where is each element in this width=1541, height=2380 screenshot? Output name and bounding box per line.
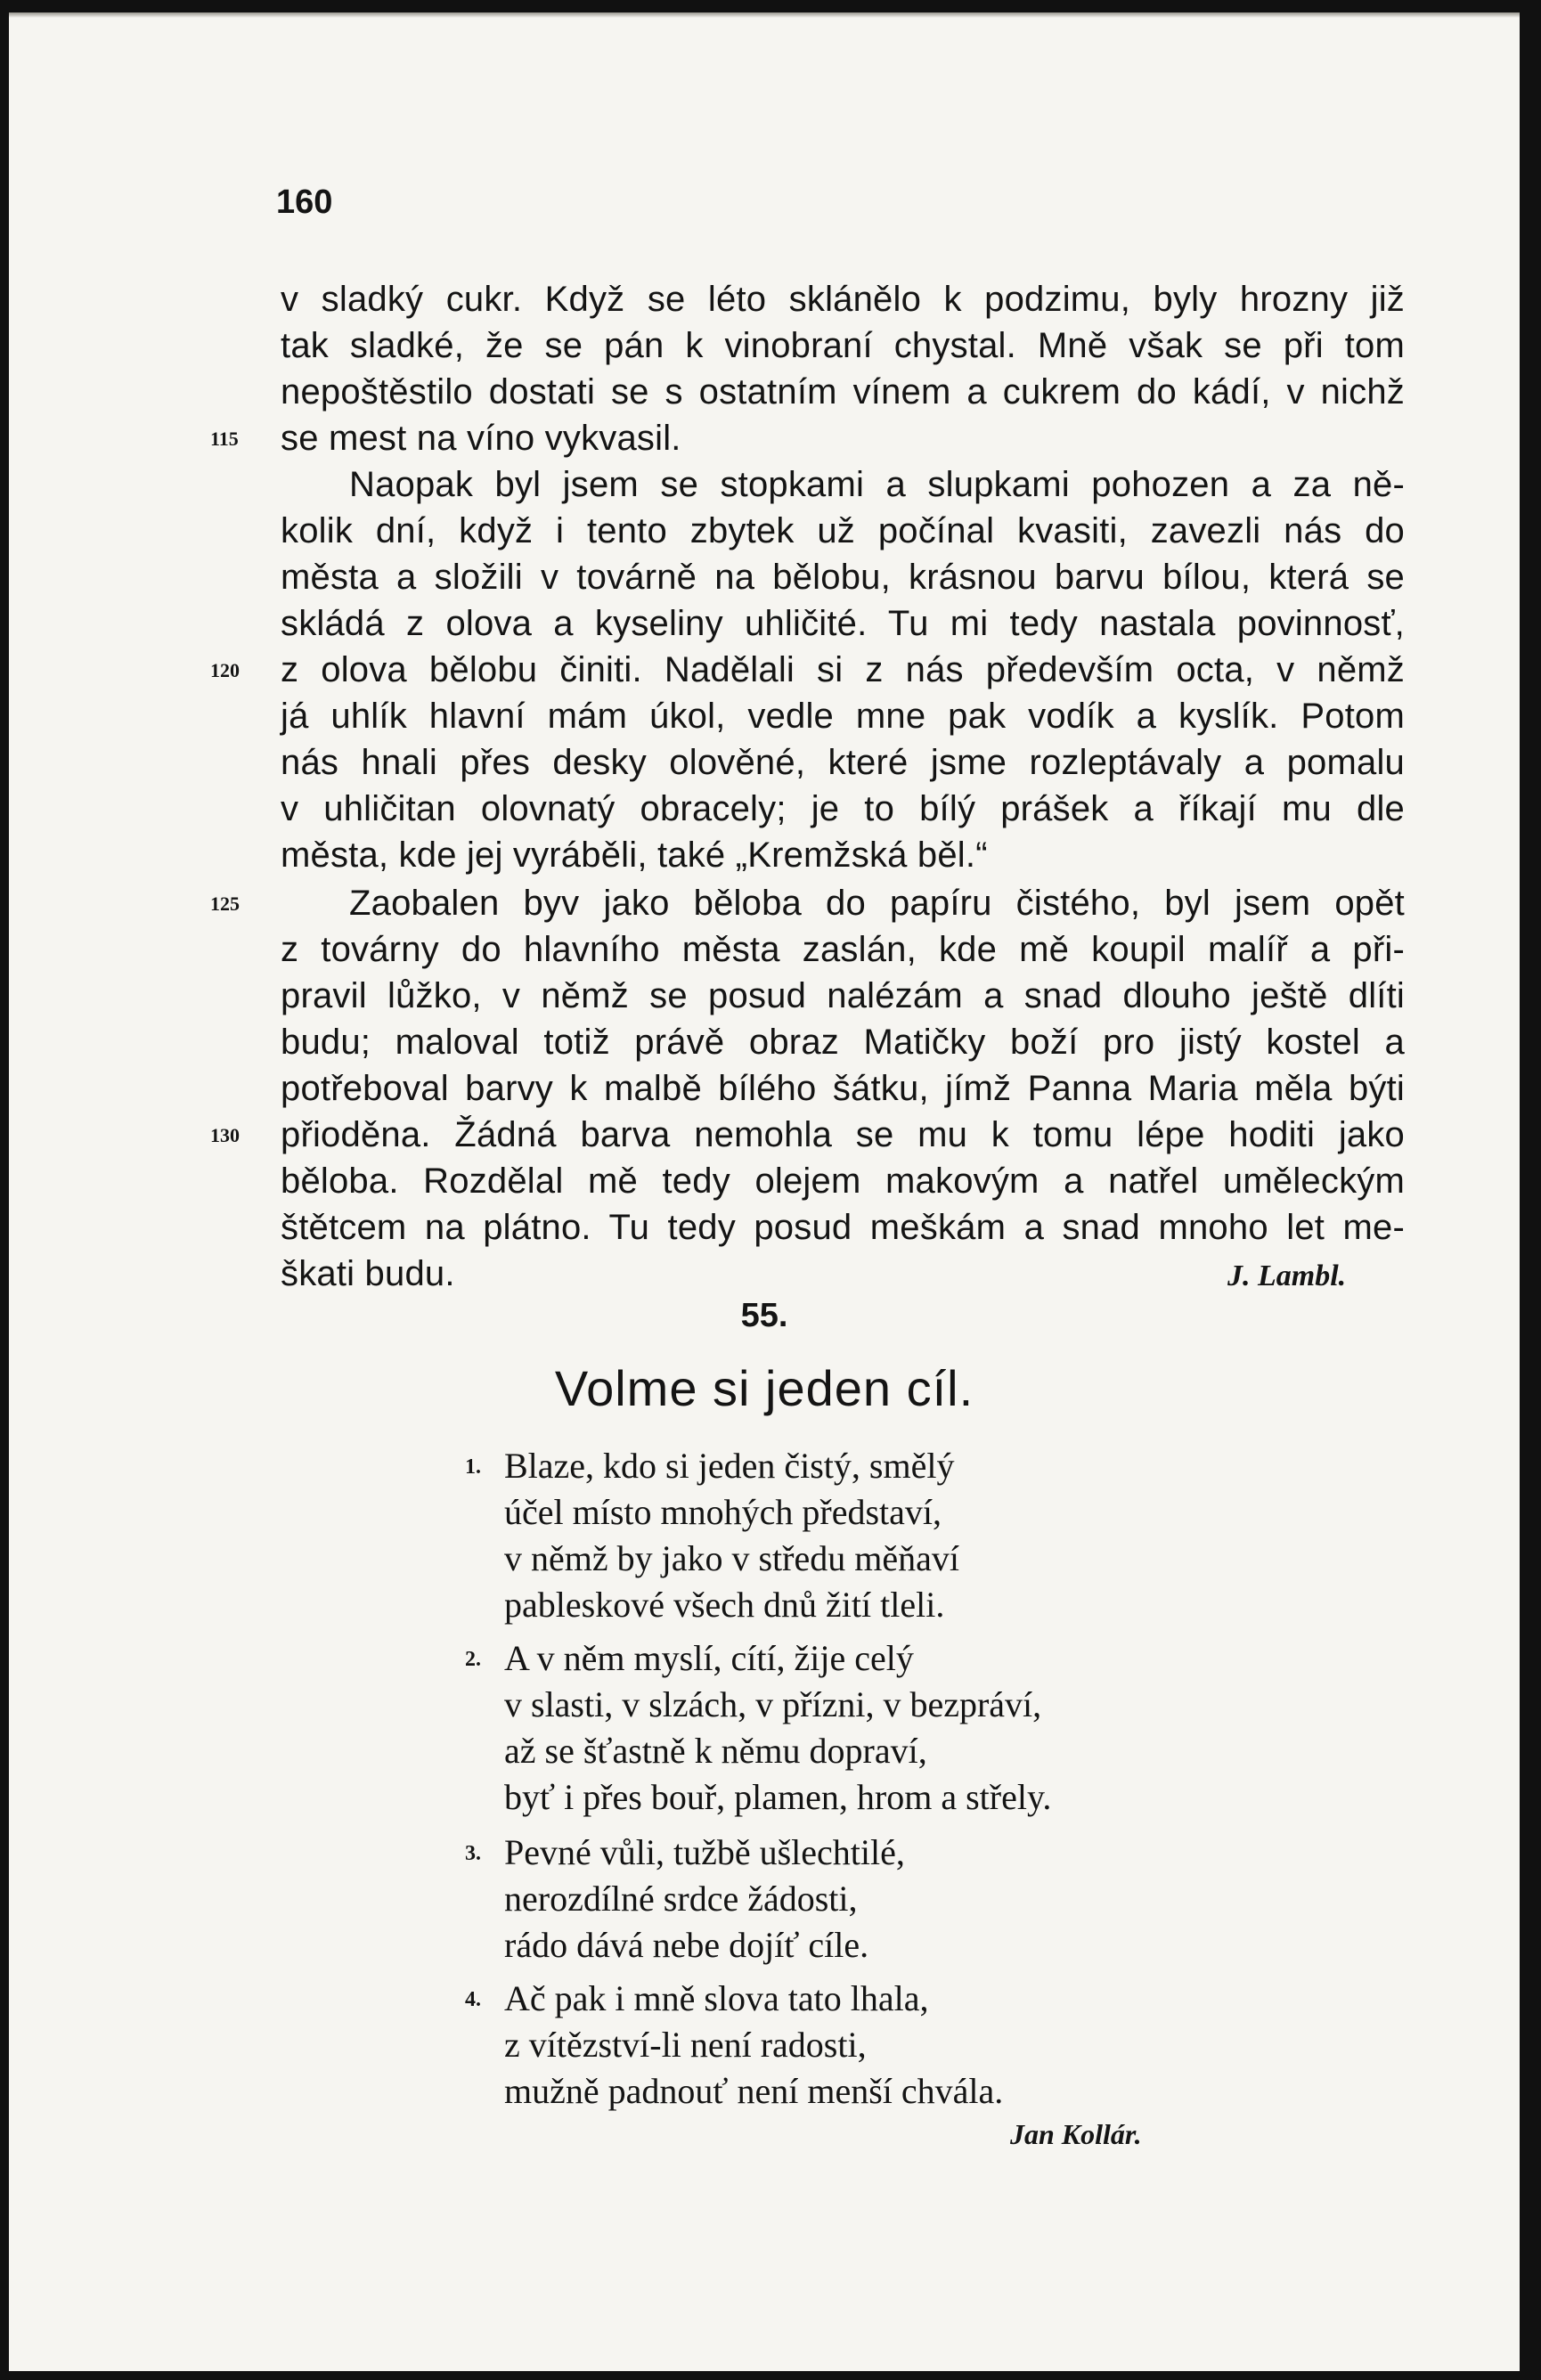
verse-line: nerozdílné srdce žádosti, <box>504 1879 858 1919</box>
poem-number: 55. <box>740 1297 788 1334</box>
prose-line: tak sladké, že se pán k vinobraní chystal. Mně však se při tom <box>281 326 1405 365</box>
stanza-number: 4. <box>465 1988 481 2011</box>
prose-line: štětcem na plátno. Tu tedy posud meškám a snad mnoho let me- <box>281 1208 1405 1247</box>
verse-line: Pevné vůli, tužbě ušlechtilé, <box>504 1832 905 1872</box>
prose-line: města, kde jej vyráběli, také „Kremžská běl.“ <box>281 835 988 875</box>
prose-line: z olova bělobu činiti. Nadělali si z nás především octa, v němž <box>281 650 1405 689</box>
prose-line: v sladký cukr. Když se léto sklánělo k podzimu, byly hrozny již <box>281 280 1405 319</box>
verse-line: z vítězství-li není radosti, <box>504 2025 867 2065</box>
prose-line: v uhličitan olovnatý obracely; je to bílý prášek a říkají mu dle <box>281 789 1405 828</box>
prose-line: pravil lůžko, v němž se posud nalézám a snad dlouho ještě dlíti <box>281 976 1405 1015</box>
stanza-number: 2. <box>465 1648 481 1671</box>
prose-line: nepoštěstilo dostati se s ostatním vínem a cukrem do kádí, v nichž <box>281 372 1405 412</box>
prose-signature: J. Lambl. <box>1227 1259 1347 1292</box>
poem-signature: Jan Kollár. <box>1010 2118 1142 2150</box>
scan-edge-shadow <box>9 12 1520 18</box>
prose-line: Zaobalen byv jako běloba do papíru čistého, byl jsem opět <box>349 884 1405 923</box>
poem-title: Volme si jeden cíl. <box>554 1360 974 1416</box>
verse-line: rádo dává nebe dojíť cíle. <box>504 1925 869 1965</box>
prose-line: města a složili v továrně na bělobu, krásnou barvu bílou, která se <box>281 558 1405 597</box>
prose-line: budu; maloval totiž právě obraz Matičky boží pro jistý kostel a <box>281 1023 1405 1062</box>
verse-line: až se šťastně k němu dopraví, <box>504 1731 927 1771</box>
verse-line: účel místo mnohých představí, <box>504 1492 942 1532</box>
prose-line: skládá z olova a kyseliny uhličité. Tu mi tedy nastala povinnosť, <box>281 604 1405 643</box>
prose-line: Naopak byl jsem se stopkami a slupkami pohozen a za ně- <box>349 465 1405 504</box>
line-number-margin: 125 <box>210 892 240 915</box>
line-number-margin: 130 <box>210 1124 240 1146</box>
verse-line: byť i přes bouř, plamen, hrom a střely. <box>504 1777 1052 1817</box>
prose-line: se mest na víno vykvasil. <box>281 419 681 458</box>
prose-line: škati budu. <box>281 1254 455 1293</box>
verse-line: Ač pak i mně slova tato lhala, <box>504 1978 929 2018</box>
prose-line: kolik dní, když i tento zbytek už počínal kvasiti, zavezli nás do <box>281 511 1405 550</box>
verse-line: v němž by jako v středu měňaví <box>504 1538 959 1578</box>
verse-line: mužně padnouť není menší chvála. <box>504 2071 1004 2111</box>
page-number: 160 <box>276 183 333 221</box>
stanza-number: 1. <box>465 1455 481 1479</box>
verse-line: Blaze, kdo si jeden čistý, smělý <box>504 1446 955 1486</box>
verse-line: pableskové všech dnů žití tleli. <box>504 1585 945 1625</box>
line-number-margin: 120 <box>210 659 240 681</box>
prose-line: já uhlík hlavní mám úkol, vedle mne pak vodík a kyslík. Potom <box>281 697 1405 736</box>
book-page <box>9 12 1520 2371</box>
prose-line: nás hnali přes desky olověné, které jsme rozleptávaly a pomalu <box>281 743 1405 782</box>
stanza-number: 3. <box>465 1842 481 1865</box>
verse-line: v slasti, v slzách, v přízni, v bezpráví, <box>504 1684 1042 1724</box>
prose-line: z továrny do hlavního města zaslán, kde mě koupil malíř a při- <box>281 930 1405 969</box>
line-number-margin: 115 <box>210 428 239 450</box>
verse-line: A v něm myslí, cítí, žije celý <box>504 1638 914 1678</box>
prose-line: běloba. Rozdělal mě tedy olejem makovým a natřel uměleckým <box>281 1161 1405 1201</box>
prose-line: potřeboval barvy k malbě bílého šátku, jímž Panna Maria měla býti <box>281 1069 1405 1108</box>
prose-line: přioděna. Žádná barva nemohla se mu k tomu lépe hoditi jako <box>281 1115 1405 1154</box>
